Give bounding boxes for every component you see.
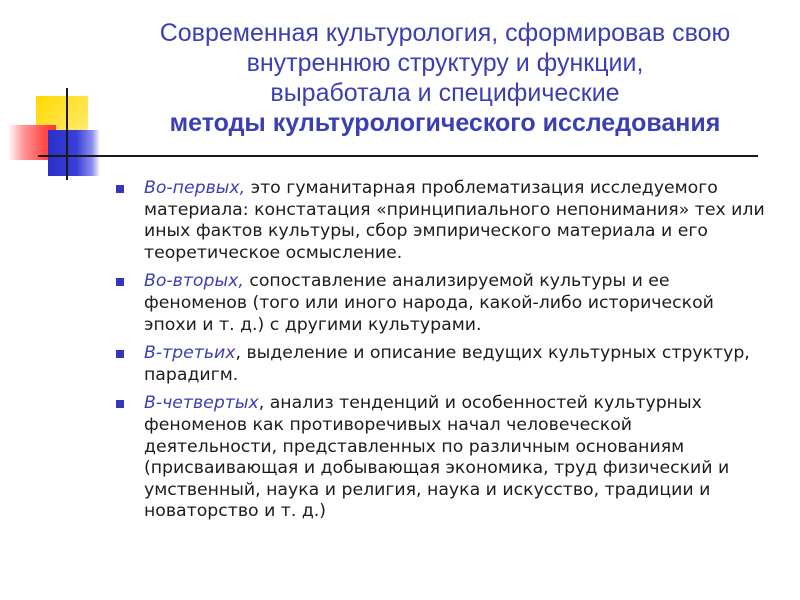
title-line-4: методы культурологического исследования	[169, 109, 721, 137]
vertical-rule	[66, 88, 68, 180]
item-text: сопоставление анализируемой культуры и ее феноменов (того или иного народа, какой-либо исторической эпохи и т. д.) с другими культурами.	[144, 271, 714, 335]
item-lead: В-третьих	[144, 343, 236, 364]
item-text: , анализ тенденций и особенностей культурных феноменов как противоречивых начал человеческой деятельности, представленных по различным основаниям (присваивающая и добывающая экономика, труд физический и умственный, наука и религия, наука и искусство, традиции и новаторство и т. д.)	[144, 393, 730, 522]
methods-list	[116, 178, 766, 530]
title-line-2: внутреннюю структуру и функции,	[246, 49, 644, 77]
item-lead: Во-вторых,	[144, 271, 244, 292]
slide-title	[110, 18, 780, 138]
title-underline-rule	[38, 155, 758, 157]
corner-ornament	[0, 0, 120, 185]
item-text: это гуманитарная проблематизация исследуемого материала: констатация «принципиального непонимания» тех или иных фактов культуры, сбор эмпирического материала и его теоретическое осмысление.	[144, 178, 765, 263]
item-lead: В-четвертых	[144, 393, 259, 414]
square-bullet-icon	[116, 185, 124, 193]
item-lead: Во-первых,	[144, 178, 246, 198]
list-item-first	[116, 178, 766, 264]
list-item-third	[116, 343, 766, 386]
title-line-1: Современная культурология, сформировав свою	[159, 19, 731, 47]
blue-square-decoration	[48, 130, 100, 176]
item-text: , выделение и описание ведущих культурных структур, парадигм.	[144, 343, 750, 385]
list-item-second	[116, 271, 766, 336]
list-item-fourth	[116, 393, 766, 523]
square-bullet-icon	[116, 350, 124, 358]
title-line-3: выработала и специфические	[270, 79, 620, 107]
square-bullet-icon	[116, 400, 124, 408]
square-bullet-icon	[116, 278, 124, 286]
